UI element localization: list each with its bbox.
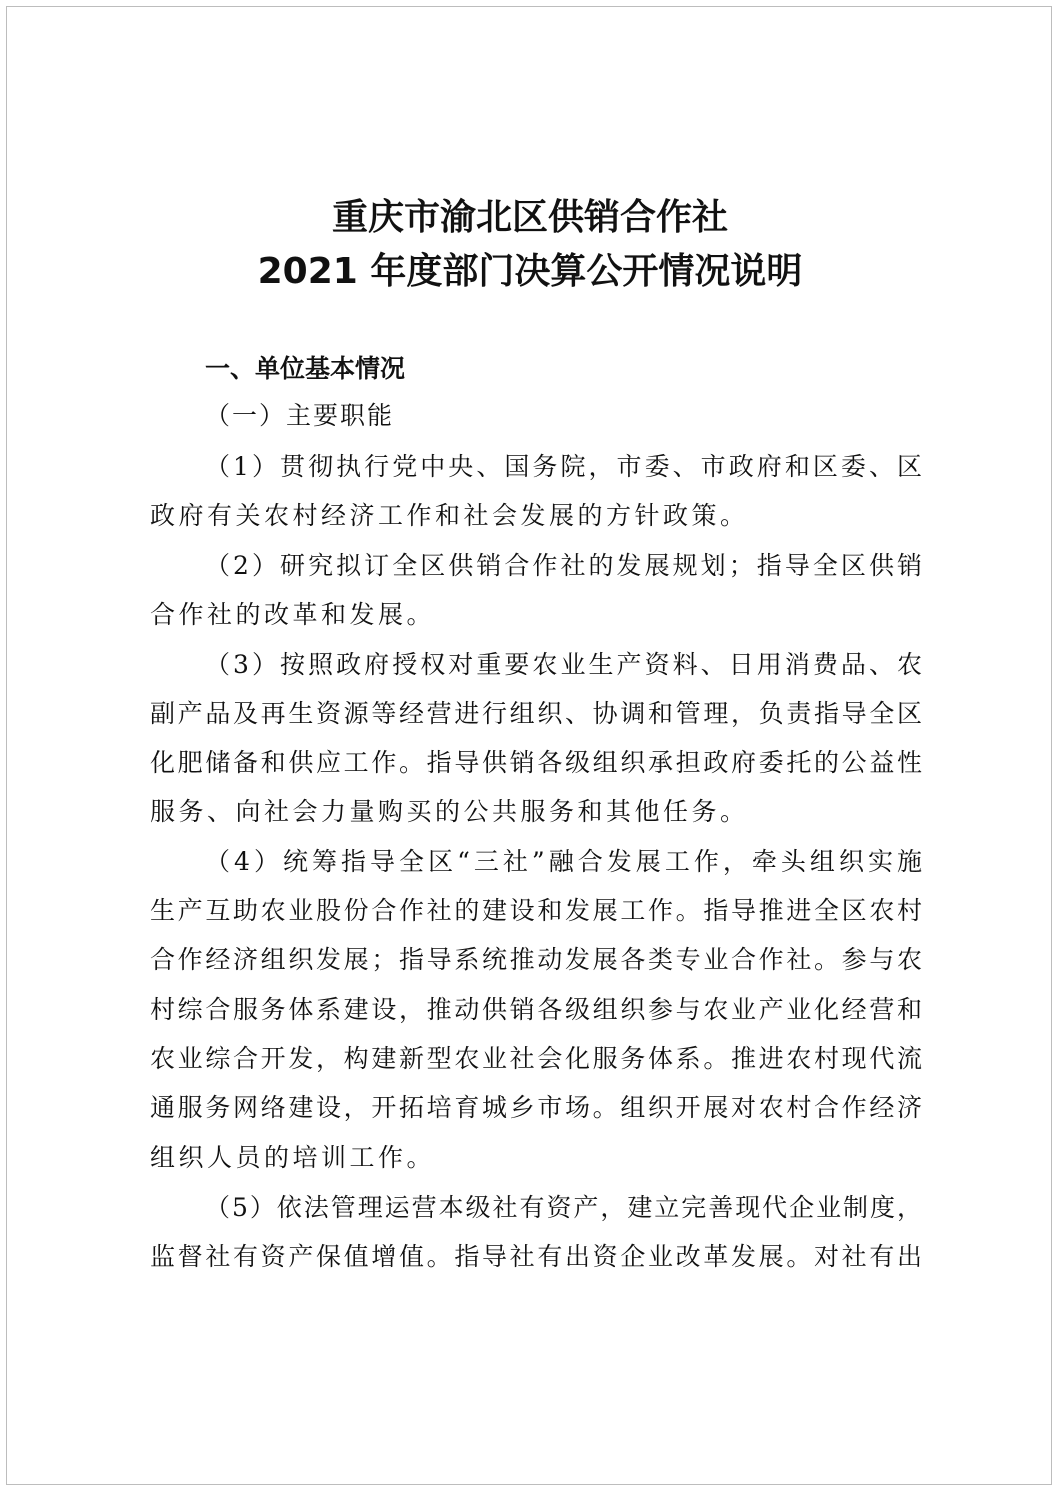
paragraph-line: 合作社的改革和发展。 bbox=[150, 600, 436, 629]
paragraph-line: 农业综合开发，构建新型农业社会化服务体系。推进农村现代流 bbox=[150, 1044, 922, 1073]
paragraph-line: （1）贯彻执行党中央、国务院，市委、市政府和区委、区 bbox=[205, 452, 922, 481]
paragraph-line: 化肥储备和供应工作。指导供销各级组织承担政府委托的公益性 bbox=[150, 748, 922, 777]
subsection-heading: （一）主要职能 bbox=[205, 401, 395, 430]
paragraph-line: 通服务网络建设，开拓培育城乡市场。组织开展对农村合作经济 bbox=[150, 1093, 922, 1122]
section-heading: 一、单位基本情况 bbox=[205, 354, 406, 383]
paragraph-line: 政府有关农村经济工作和社会发展的方针政策。 bbox=[150, 501, 749, 530]
document-title-line-1: 重庆市渝北区供销合作社 bbox=[331, 197, 728, 238]
paragraph-line: （4）统筹指导全区“三社”融合发展工作，牵头组织实施 bbox=[205, 847, 922, 876]
paragraph-line: 村综合服务体系建设，推动供销各级组织参与农业产业化经营和 bbox=[150, 995, 922, 1024]
paragraph-line: 合作经济组织发展；指导系统推动发展各类专业合作社。参与农 bbox=[150, 945, 922, 974]
paragraph-line: （3）按照政府授权对重要农业生产资料、日用消费品、农 bbox=[205, 650, 922, 679]
paragraph-line: 监督社有资产保值增值。指导社有出资企业改革发展。对社有出 bbox=[150, 1242, 922, 1271]
paragraph-line: （2）研究拟订全区供销合作社的发展规划；指导全区供销 bbox=[205, 551, 922, 580]
paragraph-line: （5）依法管理运营本级社有资产，建立完善现代企业制度， bbox=[205, 1193, 922, 1222]
paragraph-line: 服务、向社会力量购买的公共服务和其他任务。 bbox=[150, 797, 749, 826]
document-title-line-2: 2021 年度部门决算公开情况说明 bbox=[257, 251, 803, 292]
paragraph-line: 生产互助农业股份合作社的建设和发展工作。指导推进全区农村 bbox=[150, 896, 922, 925]
paragraph-line: 组织人员的培训工作。 bbox=[150, 1143, 436, 1172]
paragraph-line: 副产品及再生资源等经营进行组织、协调和管理，负责指导全区 bbox=[150, 699, 922, 728]
